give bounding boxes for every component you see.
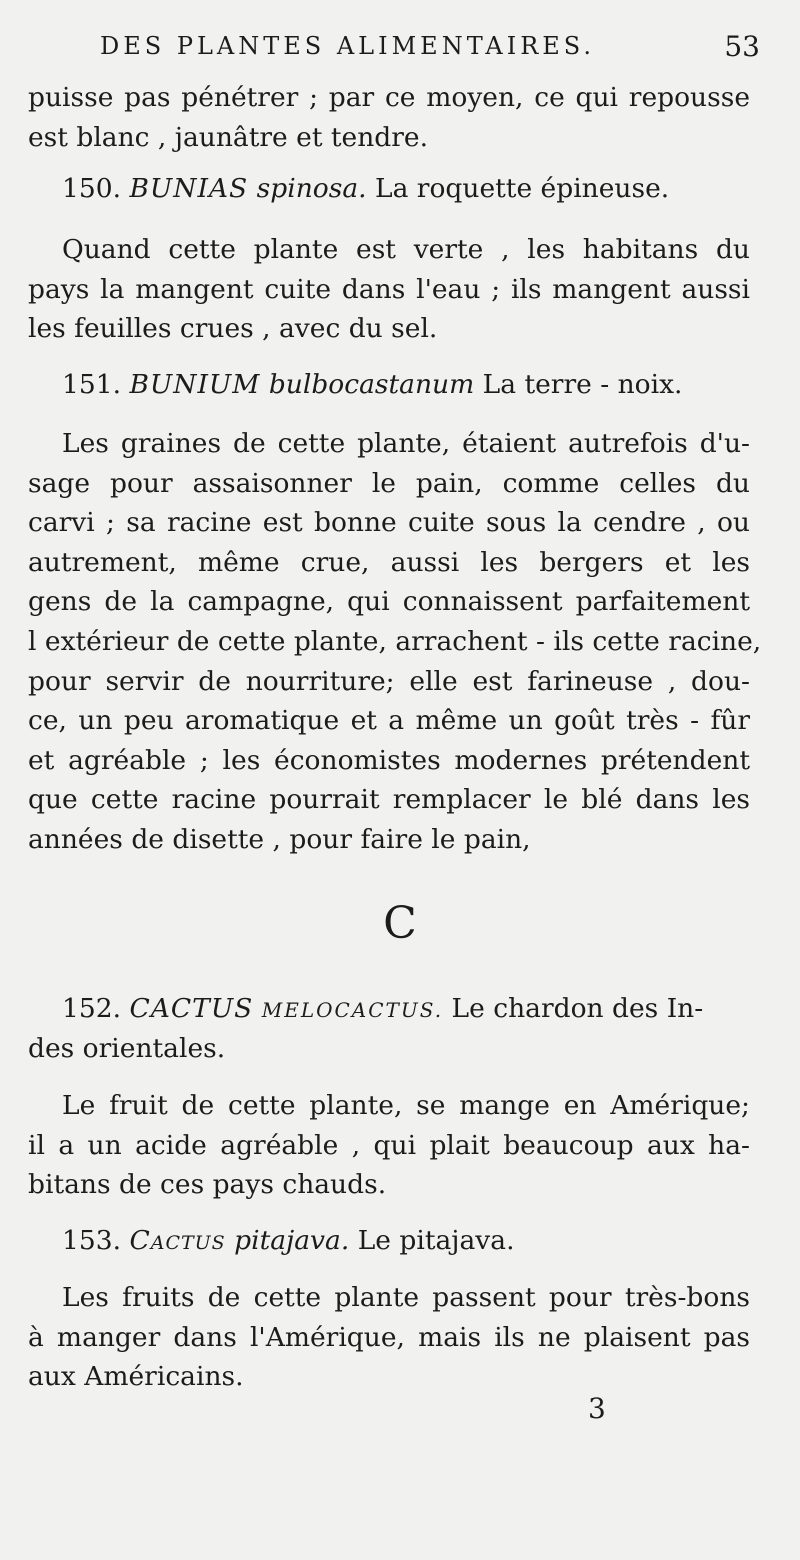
text-line: bitans de ces pays chauds. — [28, 1169, 387, 1201]
entry-common-name: La roquette épineuse. — [374, 173, 670, 204]
entry-number: 150. — [62, 173, 122, 204]
paragraph-melocactus — [28, 1086, 750, 1205]
text-line: et agréable ; les économistes modernes prétendent — [28, 744, 750, 776]
entry-species: bulbocastanum — [268, 369, 475, 400]
text-line: que cette racine pourrait remplacer le blé dans les — [28, 784, 750, 816]
running-title: DES PLANTES ALIMENTAIRES. — [100, 32, 596, 60]
text-line: gens de la campagne, qui connaissent parfaitement — [28, 586, 750, 618]
text-line: pays la mangent cuite dans l'eau ; ils mangent aussi — [28, 273, 750, 305]
entry-number: 151. — [62, 369, 122, 400]
paragraph-bunias — [28, 230, 750, 349]
text-line: Les fruits de cette plante passent pour très-bons — [62, 1282, 750, 1313]
entry-150 — [62, 170, 752, 208]
text-line: ce, un peu aromatique et a même un goût très - fûr — [28, 705, 750, 737]
entry-common-name-cont: des orientales. — [28, 1033, 226, 1064]
signature-mark: 3 — [588, 1392, 606, 1425]
entry-common-name: Le chardon des In- — [451, 993, 704, 1024]
paragraph-bunium — [28, 424, 762, 860]
paragraph-continuation — [28, 78, 750, 157]
entry-genus: CACTUS — [129, 993, 254, 1024]
text-line: à manger dans l'Amérique, mais ils ne plaisent pas — [28, 1321, 750, 1353]
text-line: les feuilles crues , avec du sel. — [28, 313, 438, 345]
entry-number: 152. — [62, 993, 122, 1024]
text-line: Les graines de cette plante, étaient autrefois d'u- — [62, 428, 750, 459]
text-line: années de disette , pour faire le pain, — [28, 823, 531, 855]
entry-genus: BUNIUM — [129, 369, 261, 400]
section-letter: C — [383, 898, 417, 949]
entry-genus: BUNIAS — [129, 173, 249, 204]
text-line: Le fruit de cette plante, se mange en Amérique; — [62, 1090, 750, 1121]
entry-151 — [62, 366, 752, 404]
text-line: il a un acide agréable , qui plait beaucoup aux ha- — [28, 1129, 750, 1161]
paragraph-pitajava — [28, 1278, 750, 1397]
entry-species: pitajava. — [234, 1225, 350, 1256]
entry-152 — [62, 990, 752, 1029]
text-line: sage pour assaisonner le pain, comme celles du — [28, 467, 750, 499]
entry-common-name: Le pitajava. — [357, 1225, 515, 1256]
text-line: carvi ; sa racine est bonne cuite sous la cendre , ou — [28, 507, 750, 539]
entry-152-continuation — [28, 1030, 718, 1068]
entry-species: spinosa. — [256, 173, 367, 204]
text-line: l extérieur de cette plante, arrachent - ils cette racine, — [28, 625, 762, 657]
text-line: aux Américains. — [28, 1361, 244, 1393]
entry-common-name: La terre - noix. — [482, 369, 683, 400]
page-number: 53 — [724, 30, 760, 63]
entry-genus: Cactus — [129, 1225, 226, 1256]
text-line: est blanc , jaunâtre et tendre. — [28, 121, 429, 153]
text-line: Quand cette plante est verte , les habitans du — [62, 234, 750, 265]
entry-species: MELOCACTUS. — [261, 998, 444, 1022]
text-line: autrement, même crue, aussi les bergers et les — [28, 546, 750, 578]
entry-153 — [62, 1222, 752, 1260]
entry-number: 153. — [62, 1225, 122, 1256]
running-header — [100, 30, 760, 63]
text-line: puisse pas pénétrer ; par ce moyen, ce qui repousse — [28, 82, 750, 113]
text-line: pour servir de nourriture; elle est farineuse , dou- — [28, 665, 750, 697]
